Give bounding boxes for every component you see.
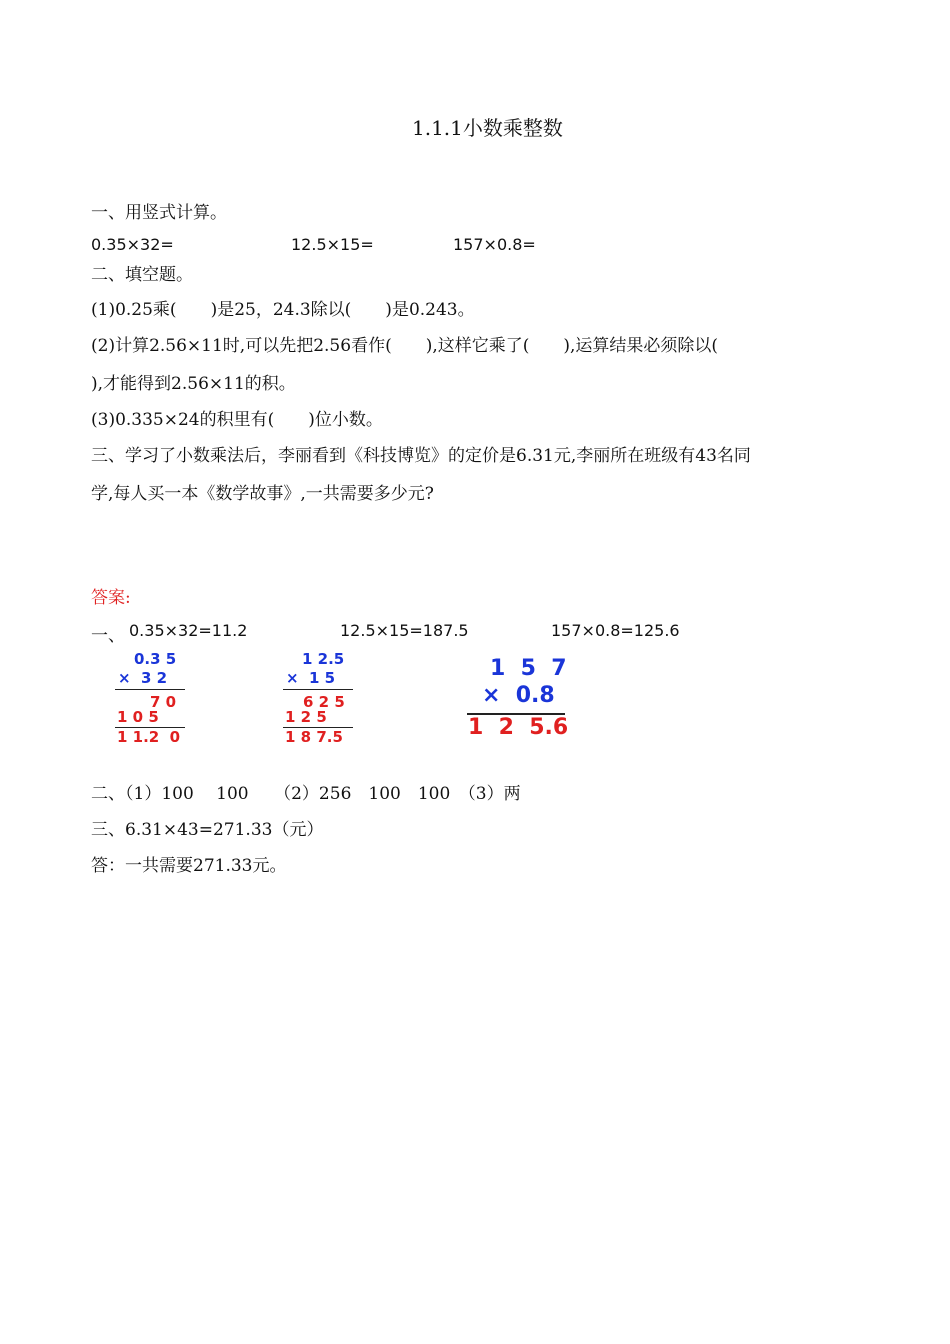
vc3-top: 1 5 7 — [490, 656, 567, 681]
answer2: 二、（1）100 100 （2）256 100 100 （3）两 — [91, 784, 521, 804]
section1-heading: 一、用竖式计算。 — [91, 203, 227, 223]
section2-heading: 二、填空题。 — [91, 265, 193, 285]
vc3-multiplier: × 0.8 — [482, 683, 555, 708]
vc1-partial2: 1 0 5 — [117, 708, 159, 726]
answer1-result-2: 12.5×15=187.5 — [340, 621, 469, 640]
vc2-partial2: 1 2 5 — [285, 708, 327, 726]
vc1-top: 0.3 5 — [134, 650, 177, 668]
vc2-line1 — [283, 689, 353, 690]
answer1-result-3: 157×0.8=125.6 — [551, 621, 680, 640]
fill-question-2-line1: (2)计算2.56×11时,可以先把2.56看作( ),这样它乘了( ),运算结果必须除以( — [91, 336, 719, 356]
problem-1: 0.35×32= — [91, 235, 174, 254]
page-title: 1.1.1小数乘整数 — [412, 116, 563, 140]
fill-question-1: (1)0.25乘( )是25，24.3除以( )是0.243。 — [91, 300, 475, 320]
vc2-partial1: 6 2 5 — [303, 693, 345, 711]
answer3-final: 答：一共需要271.33元。 — [91, 856, 287, 876]
vc1-partial1: 7 0 — [150, 693, 177, 711]
vc1-result: 1 1.2 0 — [117, 728, 181, 746]
word-problem-line2: 学,每人买一本《数学故事》,一共需要多少元? — [91, 484, 434, 504]
vc1-line1 — [115, 689, 185, 690]
fill-question-2-line2: ),才能得到2.56×11的积。 — [91, 374, 296, 394]
vc3-result: 1 2 5.6 — [468, 715, 569, 740]
answer1-prefix: 一、 — [91, 626, 125, 646]
word-problem-line1: 三、学习了小数乘法后，李丽看到《科技博览》的定价是6.31元,李丽所在班级有43名同 — [91, 446, 751, 466]
fill-question-3: (3)0.335×24的积里有( )位小数。 — [91, 410, 383, 430]
answer1-result-1: 0.35×32=11.2 — [129, 621, 248, 640]
answers-label: 答案: — [91, 588, 131, 608]
problem-3: 157×0.8= — [453, 235, 536, 254]
vc2-multiplier: × 1 5 — [286, 669, 336, 687]
vc2-result: 1 8 7.5 — [285, 728, 343, 746]
problem-2: 12.5×15= — [291, 235, 374, 254]
answer3: 三、6.31×43=271.33（元） — [91, 820, 324, 840]
vc1-multiplier: × 3 2 — [118, 669, 168, 687]
vc2-top: 1 2.5 — [302, 650, 345, 668]
